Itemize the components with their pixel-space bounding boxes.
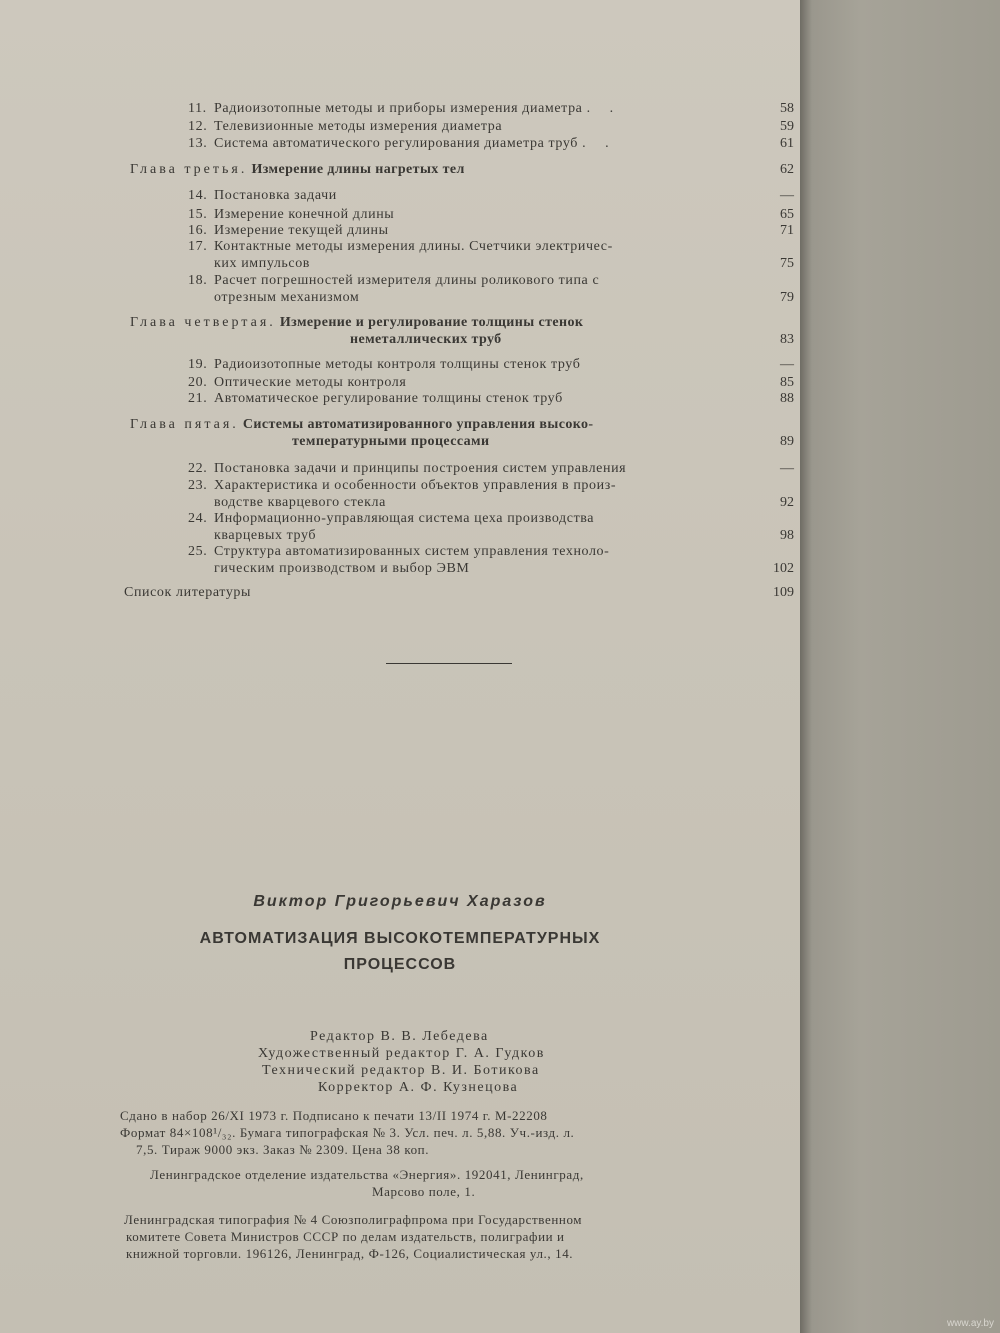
credit-art-editor: Художественный редактор Г. А. Гудков (258, 1046, 545, 1061)
toc-chapter-4: Глава четвертая. Измерение и регулирование толщины стенок (130, 315, 584, 330)
toc-page-23: 92 (780, 495, 794, 510)
toc-references: Список литературы (124, 585, 252, 600)
book-spine-edge (800, 0, 1000, 1333)
toc-page-13: 61 (780, 136, 794, 151)
toc-page-18: 79 (780, 290, 794, 305)
toc-item-16: 16. Измерение текущей длины (188, 223, 389, 238)
printer-line-1: Ленинградская типография № 4 Союзполиграфпрома при Государственном (124, 1212, 583, 1227)
toc-item-23-cont: водстве кварцевого стекла (214, 495, 386, 510)
toc-page-12: 59 (780, 119, 794, 134)
watermark-text: www.ay.by (946, 1318, 994, 1329)
toc-page-11: 58 (780, 101, 794, 116)
toc-item-17-cont: ких импульсов (214, 256, 311, 271)
toc-item-18: 18. Расчет погрешностей измерителя длины роликового типа с (188, 273, 600, 288)
imprint-line-2: Формат 84×108¹/₃₂. Бумага типографская № 3. Усл. печ. л. 5,88. Уч.-изд. л. (120, 1125, 575, 1140)
imprint-line-3: 7,5. Тираж 9000 экз. Заказ № 2309. Цена 38 коп. (136, 1142, 430, 1157)
publisher-line-2: Марсово поле, 1. (372, 1184, 476, 1199)
toc-item-18-cont: отрезным механизмом (214, 290, 360, 305)
credit-tech-editor: Технический редактор В. И. Ботикова (262, 1063, 540, 1078)
toc-chapter-5: Глава пятая. Системы автоматизированного управления высоко- (130, 417, 594, 432)
toc-item-24: 24. Информационно-управляющая система цеха производства (188, 511, 595, 526)
toc-item-15: 15. Измерение конечной длины (188, 207, 395, 222)
toc-page-22: — (780, 461, 794, 476)
credit-editor: Редактор В. В. Лебедева (310, 1029, 489, 1044)
toc-item-21: 21. Автоматическое регулирование толщины стенок труб (188, 391, 563, 406)
toc-chapter-3: Глава третья. Измерение длины нагретых тел (130, 162, 465, 177)
toc-page-15: 65 (780, 207, 794, 222)
toc-page-14: — (780, 188, 794, 203)
toc-item-14: 14. Постановка задачи (188, 188, 337, 203)
colophon-author: Виктор Григорьевич Харазов (253, 893, 547, 910)
toc-item-25: 25. Структура автоматизированных систем управления техноло- (188, 544, 610, 559)
toc-item-12: 12. Телевизионные методы измерения диаметра (188, 119, 503, 134)
toc-item-23: 23. Характеристика и особенности объектов управления в произ- (188, 478, 617, 493)
imprint-line-1: Сдано в набор 26/XI 1973 г. Подписано к печати 13/II 1974 г. М-22208 (120, 1108, 548, 1123)
toc-page-references: 109 (773, 585, 794, 600)
credit-proofreader: Корректор А. Ф. Кузнецова (318, 1080, 519, 1095)
toc-page-chapter-5: 89 (780, 434, 794, 449)
toc-page-24: 98 (780, 528, 794, 543)
toc-page-25: 102 (773, 561, 794, 576)
toc-item-20: 20. Оптические методы контроля (188, 375, 407, 390)
toc-page-17: 75 (780, 256, 794, 271)
toc-chapter-4-cont: неметаллических труб (350, 332, 502, 347)
divider-rule (386, 663, 512, 664)
colophon-title-line-1: АВТОМАТИЗАЦИЯ ВЫСОКОТЕМПЕРАТУРНЫХ (199, 930, 601, 947)
toc-item-19: 19. Радиоизотопные методы контроля толщины стенок труб (188, 357, 581, 372)
toc-item-17: 17. Контактные методы измерения длины. Счетчики электричес- (188, 239, 613, 254)
printer-line-3: книжной торговли. 196126, Ленинград, Ф-126, Социалистическая ул., 14. (126, 1246, 574, 1261)
colophon-title-line-2: ПРОЦЕССОВ (343, 956, 457, 973)
toc-chapter-5-cont: температурными процессами (292, 434, 490, 449)
toc-page-16: 71 (780, 223, 794, 238)
toc-page-19: — (780, 357, 794, 372)
toc-item-11: 11. Радиоизотопные методы и приборы измерения диаметра . . (188, 101, 622, 116)
toc-page-21: 88 (780, 391, 794, 406)
toc-page-chapter-4: 83 (780, 332, 794, 347)
toc-item-13: 13. Система автоматического регулирования диаметра труб . . (188, 136, 617, 151)
toc-page-20: 85 (780, 375, 794, 390)
toc-item-25-cont: гическим производством и выбор ЭВМ (214, 561, 470, 576)
toc-page-chapter-3: 62 (780, 162, 794, 177)
printer-line-2: комитете Совета Министров СССР по делам издательств, полиграфии и (126, 1229, 565, 1244)
toc-item-24-cont: кварцевых труб (214, 528, 317, 543)
toc-item-22: 22. Постановка задачи и принципы построения систем управления (188, 461, 627, 476)
publisher-line-1: Ленинградское отделение издательства «Энергия». 192041, Ленинград, (150, 1167, 584, 1182)
